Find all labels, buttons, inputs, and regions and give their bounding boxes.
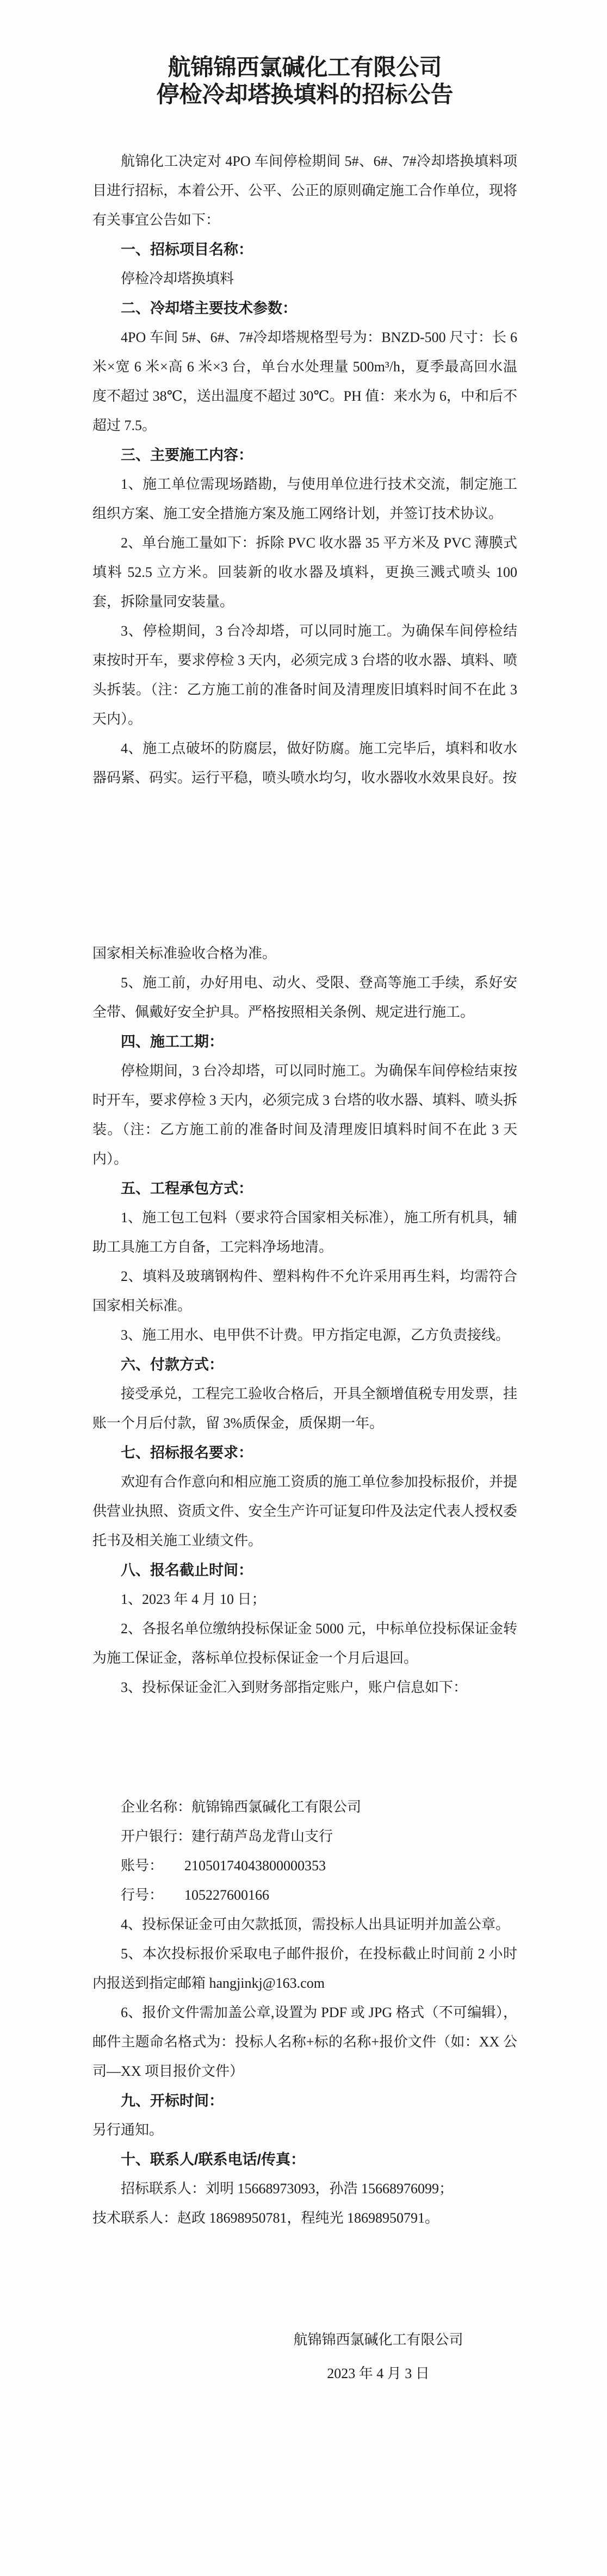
paragraph: 停检冷却塔换填料 <box>121 271 234 287</box>
document-title-line: 航锦锦西氯碱化工有限公司 <box>168 55 442 80</box>
paragraph: 停检期间，3 台冷却塔，可以同时施工。为确保车间停检结束按时开车，要求停检 3 天内，必须完成 3 台塔的收水器、填料、喷头拆装。（注：乙方施工前的准备时间及清理废旧填料时间不在此 3 天内）。 <box>92 1063 517 1167</box>
page-3 <box>0 1718 607 2576</box>
paragraph: 5、本次投标报价采取电子邮件报价，在投标截止时间前 2 小时内报送到指定邮箱 hangjinkj@163.com <box>92 1946 517 1991</box>
page-2 <box>0 858 607 1718</box>
paragraph: 接受承兑，工程完工验收合格后，开具全额增值税专用发票，挂账一个月后付款，留 3%质保金，质保期一年。 <box>92 1386 517 1431</box>
account-info-line: 开户银行：建行葫芦岛龙背山支行 <box>121 1828 333 1844</box>
section-heading: 七、招标报名要求： <box>121 1445 253 1461</box>
paragraph: 3、停检期间，3 台冷却塔，可以同时施工。为确保车间停检结束按时开车，要求停检 3 天内，必须完成 3 台塔的收水器、填料、喷头拆装。（注：乙方施工前的准备时间及清理废旧填料时间不在此 3 天内）。 <box>92 623 517 727</box>
paragraph: 4、投标保证金可由欠款抵顶，需投标人出具证明并加盖公章。 <box>121 1917 510 1932</box>
paragraph: 航锦化工决定对 4PO 车间停检期间 5#、6#、7#冷却塔换填料项目进行招标，本着公开、公平、公正的原则确定施工合作单位，现将有关事宜公告如下： <box>92 153 517 228</box>
document-title-line: 停检冷却塔换填料的招标公告 <box>156 83 454 108</box>
section-heading: 一、招标项目名称： <box>121 241 253 258</box>
section-heading: 五、工程承包方式： <box>121 1180 253 1197</box>
section-heading: 二、冷却塔主要技术参数： <box>121 300 297 316</box>
paragraph: 3、投标保证金汇入到财务部指定账户，账户信息如下： <box>121 1679 468 1695</box>
section-heading: 十、联系人/联系电话/传真： <box>121 2151 306 2168</box>
account-info-line: 行号： 105227600166 <box>121 1887 270 1903</box>
paragraph: 1、施工单位需现场踏勘，与使用单位进行技术交流，制定施工组织方案、施工安全措施方案及施工网络计划，并签订技术协议。 <box>92 476 517 521</box>
account-info-line: 账号： 21050174043800000353 <box>121 1858 326 1874</box>
signature-date: 2023 年 4 月 3 日 <box>327 2366 430 2381</box>
signature-company: 航锦锦西氯碱化工有限公司 <box>293 2332 463 2348</box>
paragraph: 2、填料及玻璃钢构件、塑料构件不允许采用再生料，均需符合国家相关标准。 <box>92 1268 517 1314</box>
paragraph: 欢迎有合作意向和相应施工资质的施工单位参加投标报价，并提供营业执照、资质文件、安全生产许可证复印件及法定代表人授权委托书及相关施工业绩文件。 <box>92 1474 517 1548</box>
section-heading: 四、施工工期： <box>121 1034 224 1050</box>
paragraph: 1、施工包工包料（要求符合国家相关标准），施工所有机具，辅助工具施工方自备，工完料净场地清。 <box>92 1210 517 1255</box>
paragraph: 技术联系人：赵政 18698950781，程纯光 18698950791。 <box>92 2210 439 2226</box>
paragraph: 另行通知。 <box>92 2122 164 2138</box>
paragraph: 5、施工前，办好用电、动火、受限、登高等施工手续，系好安全带、佩戴好安全护具。严格按照相关条例、规定进行施工。 <box>92 975 517 1020</box>
paragraph: 国家相关标准验收合格为准。 <box>92 945 277 961</box>
paragraph: 2、单台施工量如下：拆除 PVC 收水器 35 平方米及 PVC 薄膜式填料 52.5 立方米。回装新的收水器及填料，更换三溅式喷头 100 套，拆除量同安装量。 <box>92 535 517 609</box>
paragraph: 招标联系人：刘明 15668973093，孙浩 15668976099； <box>121 2181 454 2197</box>
account-info-line: 企业名称：航锦锦西氯碱化工有限公司 <box>121 1799 362 1815</box>
paragraph: 6、报价文件需加盖公章,设置为 PDF 或 JPG 格式（不可编辑），邮件主题命名格式为：投标人名称+标的名称+报价文件（如：XX 公司—XX 项目报价文件） <box>92 2005 517 2079</box>
section-heading: 九、开标时间： <box>121 2093 224 2109</box>
paragraph: 3、施工用水、电甲供不计费。甲方指定电源，乙方负责接线。 <box>121 1327 510 1343</box>
signature-block <box>239 2325 517 2388</box>
paragraph: 4、施工点破坏的防腐层，做好防腐。施工完毕后，填料和收水器码紧、码实。运行平稳，喷头喷水均匀，收水器收水效果良好。按 <box>92 741 517 786</box>
section-heading: 三、主要施工内容： <box>121 447 253 463</box>
paragraph: 1、2023 年 4 月 10 日； <box>121 1591 266 1607</box>
section-heading: 八、报名截止时间： <box>121 1562 253 1578</box>
paragraph: 2、各报名单位缴纳投标保证金 5000 元，中标单位投标保证金转为施工保证金，落标单位投标保证金一个月后退回。 <box>92 1621 517 1666</box>
page-1 <box>0 0 607 858</box>
section-heading: 六、付款方式： <box>121 1357 224 1373</box>
paragraph: 4PO 车间 5#、6#、7#冷却塔规格型号为：BNZD-500 尺寸：长 6 米×宽 6 米×高 6 米×3 台，单台水处理量 500m³/h，夏季最高回水温度不超过 38℃，送出温度不超过 30℃。PH 值：来水为 6，中和后不超过 7.5。 <box>92 329 517 433</box>
